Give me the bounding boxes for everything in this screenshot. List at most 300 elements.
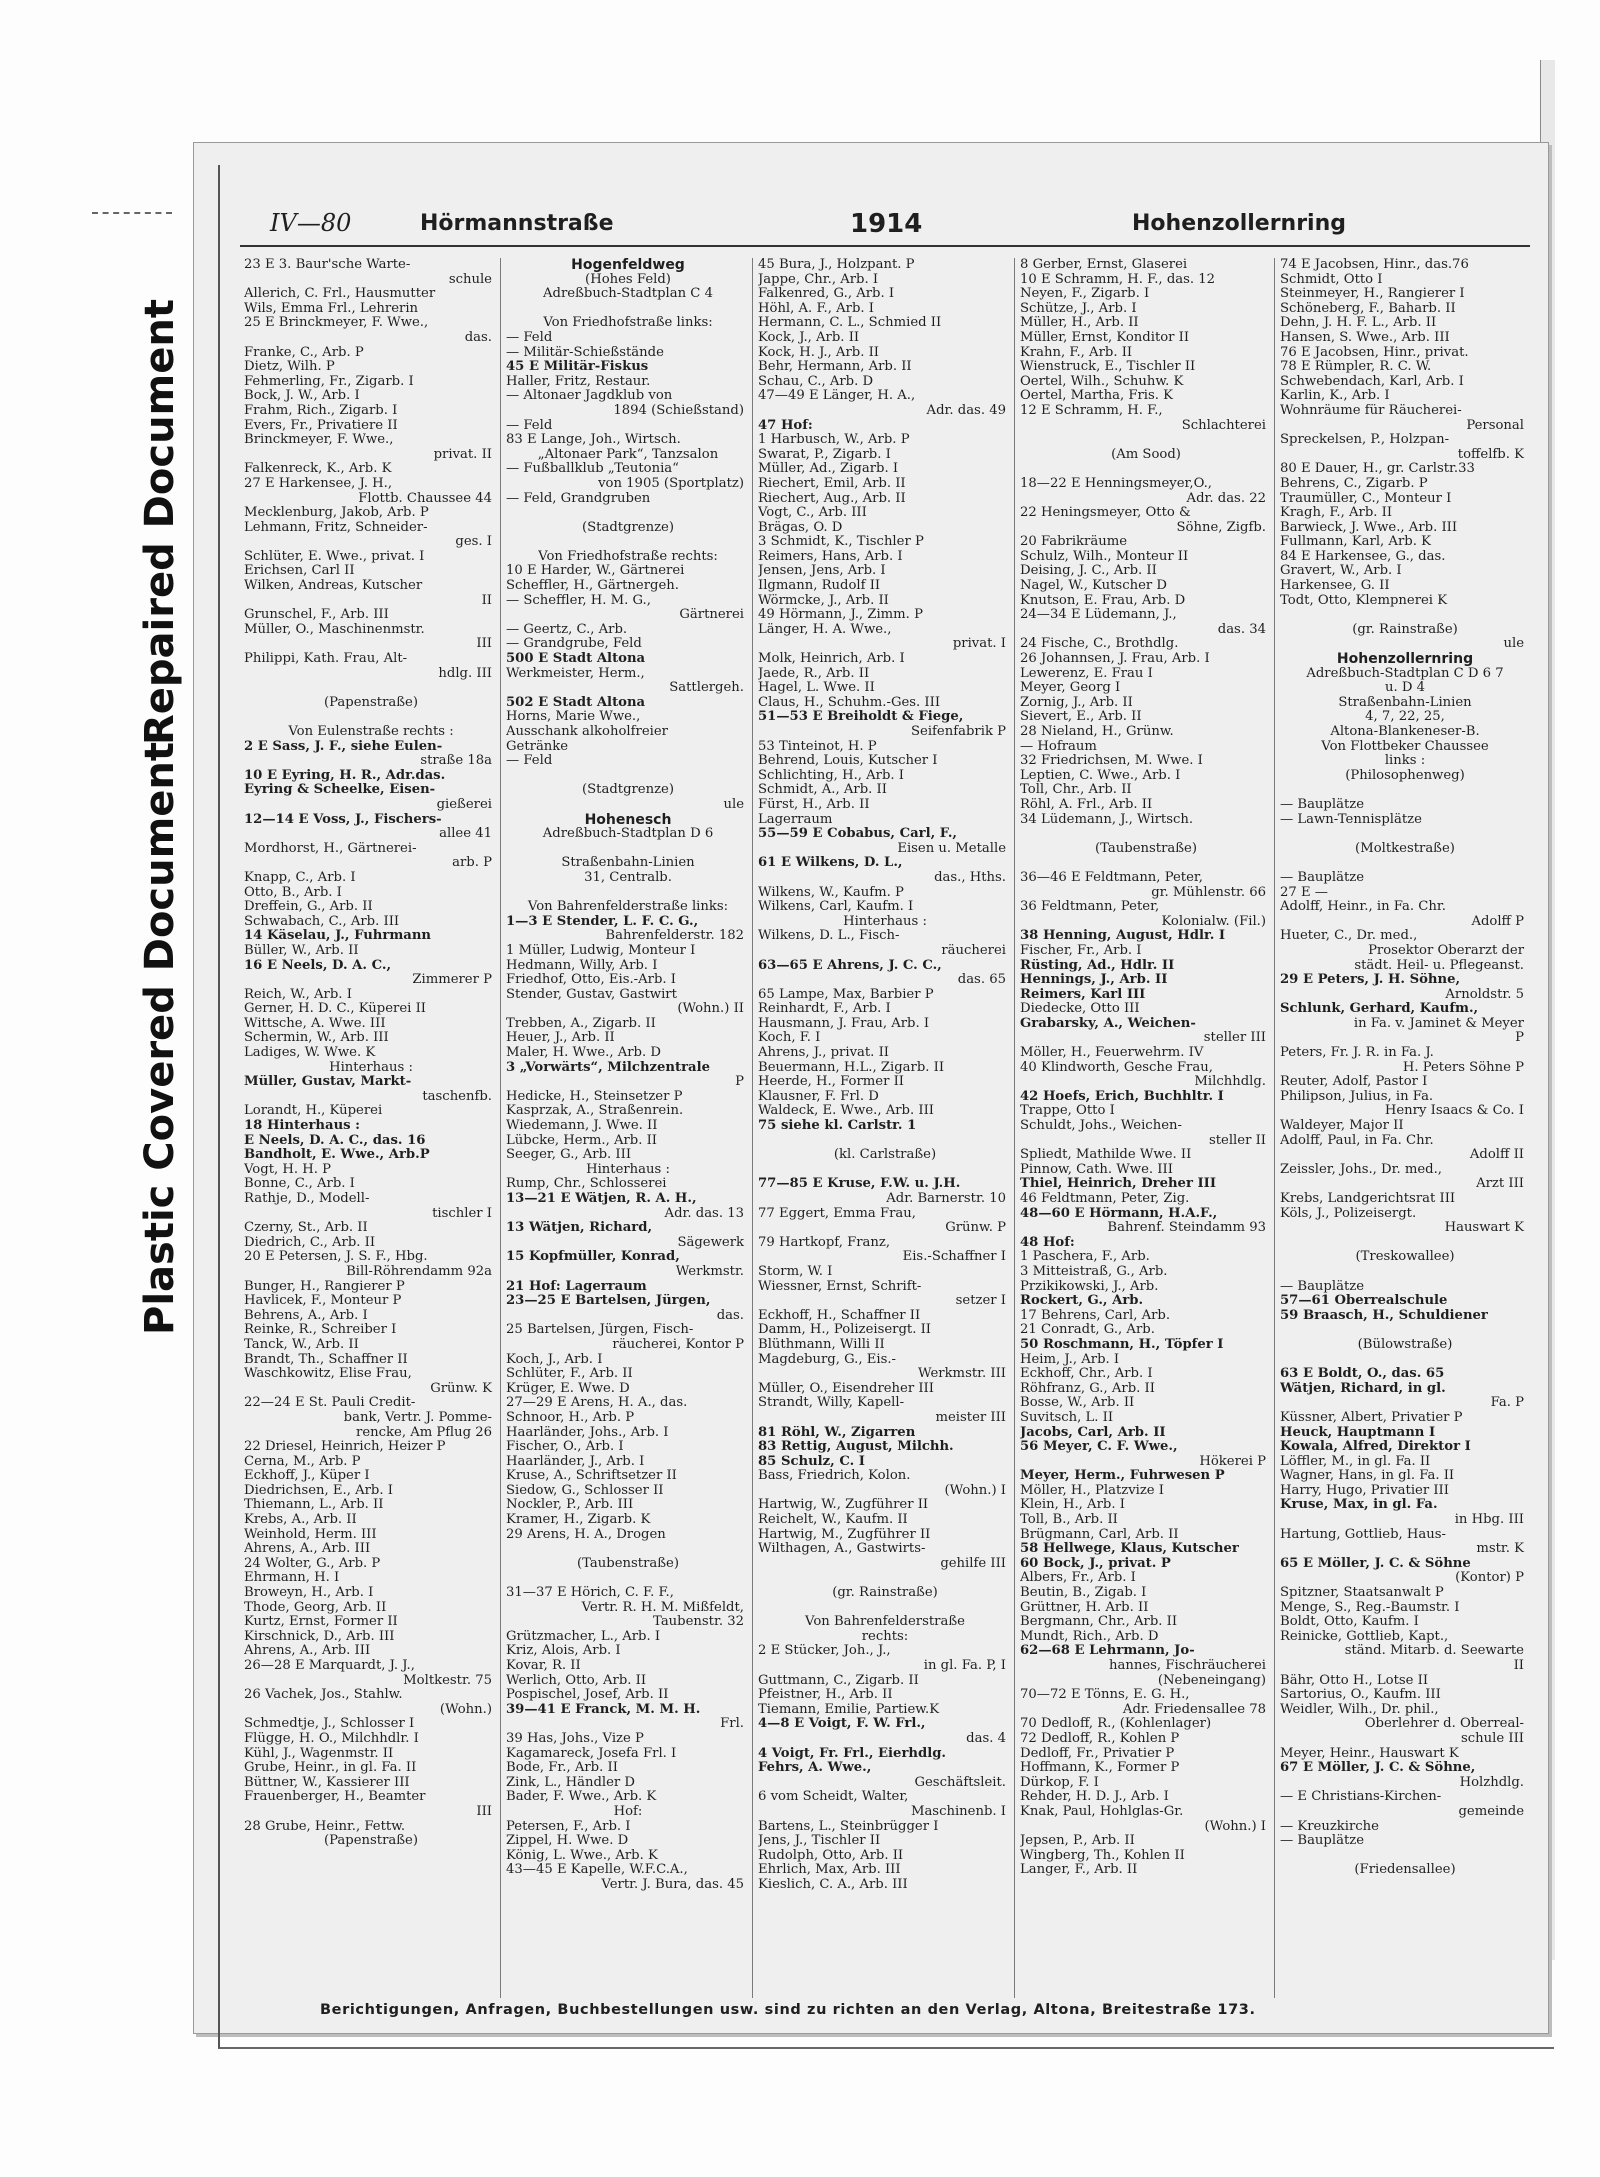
directory-entry: Stender, Gustav, Gastwirt (506, 987, 677, 1002)
directory-entry: Holzhdlg. (1459, 1775, 1524, 1790)
directory-entry: Swarat, P., Zigarb. I (758, 447, 891, 462)
directory-entry: Wörmcke, J., Arb. II (758, 593, 889, 608)
directory-entry: — E Christians-Kirchen- (1280, 1790, 1442, 1805)
directory-entry: Grabarsky, A., Weichen- (1020, 1016, 1196, 1031)
directory-entry: 77 Eggert, Emma Frau, (758, 1206, 916, 1221)
street-left-title: Hörmannstraße (420, 211, 614, 236)
column-2 (502, 258, 750, 1998)
directory-entry: 18 Hinterhaus : (244, 1119, 361, 1134)
directory-entry: Bergmann, Chr., Arb. II (1020, 1615, 1178, 1630)
directory-entry: in Hbg. III (1454, 1513, 1524, 1528)
directory-entry: Küssner, Albert, Privatier P (1280, 1410, 1463, 1425)
directory-entry: Ilgmann, Rudolf II (758, 579, 881, 594)
directory-entry: Oertel, Wilh., Schuhw. K (1020, 374, 1184, 389)
directory-entry: Ahrens, A., Arb. III (244, 1542, 371, 1557)
directory-entry: Zeissler, Johs., Dr. med., (1280, 1162, 1442, 1177)
directory-entry: Frauenberger, H., Beamter (244, 1790, 426, 1805)
directory-entry: 20 Fabrikräume (1020, 535, 1128, 550)
directory-entry: Eckhoff, J., Küper I (244, 1469, 370, 1484)
directory-entry: Riechert, Aug., Arb. II (758, 491, 906, 506)
directory-entry: 74 E Jacobsen, Hinr., das.76 (1280, 258, 1469, 272)
directory-entry: Heuer, J., Arb. II (506, 1031, 615, 1046)
directory-entry: Harkensee, G. II (1280, 579, 1390, 594)
directory-entry: Hinterhaus : (329, 1060, 413, 1075)
directory-entry: 23 E 3. Baur'sche Warte- (244, 258, 411, 272)
directory-entry: Magdeburg, G., Eis.- (758, 1352, 897, 1367)
directory-entry: 75 siehe kl. Carlstr. 1 (758, 1119, 917, 1134)
directory-entry: Dehn, J. H. F. L., Arb. II (1280, 316, 1437, 331)
directory-entry: Adr. das. 49 (926, 403, 1006, 418)
directory-entry: Höhl, A. F., Arb. I (758, 301, 874, 316)
directory-entry: Koch, J., Arb. I (506, 1352, 603, 1367)
directory-entry: Adr. das. 13 (664, 1206, 744, 1221)
directory-entry: räucherei (941, 943, 1006, 958)
directory-entry: Jaede, R., Arb. II (758, 666, 870, 681)
directory-entry: Meyer, Heinr., Hauswart K (1280, 1746, 1459, 1761)
page-header (270, 205, 1510, 243)
directory-entry: (Wohn.) (439, 1702, 492, 1717)
directory-entry: Wils, Emma Frl., Lehrerin (244, 301, 419, 316)
directory-entry: Von Flottbeker Chaussee (1321, 739, 1489, 754)
directory-entry: 46 Feldtmann, Peter, Zig. (1020, 1192, 1190, 1206)
directory-entry: — Feld, Grandgruben (506, 491, 651, 506)
directory-entry: Krahn, F., Arb. II (1020, 345, 1133, 360)
directory-entry: setzer I (955, 1294, 1006, 1309)
directory-entry: Thiel, Heinrich, Dreher III (1020, 1177, 1216, 1192)
directory-entry: Harry, Hugo, Privatier III (1280, 1483, 1449, 1498)
directory-entry: Knutson, E. Frau, Arb. D (1020, 593, 1186, 608)
directory-entry: Reinke, R., Schreiber I (244, 1323, 397, 1338)
directory-entry: Kieslich, C. A., Arb. III (758, 1877, 908, 1892)
directory-entry: Adr. Barnerstr. 10 (886, 1192, 1006, 1206)
directory-entry: 34 Lüdemann, J., Wirtsch. (1020, 812, 1194, 827)
directory-entry: 28 Grube, Heinr., Fettw. (244, 1819, 406, 1834)
directory-entry: Zippel, H. Wwe. D (506, 1834, 629, 1849)
directory-entry: Seeger, G., Arb. III (506, 1148, 632, 1163)
directory-entry: ständ. Mitarb. d. Seewarte (1344, 1644, 1524, 1659)
directory-entry: (Bülowstraße) (1357, 1337, 1453, 1352)
street-heading: Hohenesch (584, 812, 672, 828)
directory-entry: Peters, Fr. J. R. in Fa. J. (1280, 1046, 1434, 1061)
directory-entry: (Kontor) P (1455, 1571, 1524, 1586)
directory-entry: Beutin, B., Zigab. I (1020, 1586, 1147, 1601)
directory-entry: Hermann, C. L., Schmied II (758, 316, 942, 331)
directory-entry: Frahm, Rich., Zigarb. I (244, 403, 398, 418)
directory-entry: gemeinde (1458, 1804, 1524, 1819)
directory-entry: Kagamareck, Josefa Frl. I (506, 1746, 677, 1761)
directory-entry: Adr. das. 22 (1186, 491, 1266, 506)
directory-entry: 85 Schulz, C. I (758, 1454, 865, 1469)
directory-entry: Lehmann, Fritz, Schneider- (244, 520, 428, 535)
spacer (1280, 827, 1530, 842)
directory-entry: Heim, J., Arb. I (1020, 1352, 1120, 1367)
directory-entry: Meyer, Georg I (1020, 681, 1121, 696)
spacer (506, 769, 750, 784)
directory-entry: Reuter, Adolf, Pastor I (1280, 1075, 1428, 1090)
directory-entry: Eyring & Scheelke, Eisen- (244, 783, 436, 798)
directory-entry: Bähr, Otto H., Lotse II (1280, 1673, 1429, 1688)
directory-entry: 31—37 E Hörich, C. F. F., (506, 1586, 674, 1601)
directory-entry: Geschäftsleit. (914, 1775, 1006, 1790)
directory-entry: Klausner, F. Frl. D (758, 1089, 879, 1104)
directory-entry: Evers, Fr., Privatiere II (244, 418, 398, 433)
directory-entry: Fehmerling, Fr., Zigarb. I (244, 374, 414, 389)
directory-entry: 65 E Möller, J. C. & Söhne (1280, 1556, 1471, 1571)
directory-entry: Brägas, O. D (758, 520, 843, 535)
directory-entry: 38 Henning, August, Hdlr. I (1020, 929, 1226, 944)
spacer (758, 1163, 1012, 1178)
directory-entry: 500 E Stadt Altona (506, 652, 646, 667)
column-divider (1274, 258, 1275, 1998)
directory-entry: (Papenstraße) (323, 1834, 419, 1849)
directory-entry: (Nebeneingang) (1157, 1673, 1266, 1688)
directory-entry: Rüsting, Ad., Hdlr. II (1020, 958, 1175, 973)
directory-entry: Czerny, St., Arb. II (244, 1221, 368, 1236)
directory-entry: Bandholt, E. Wwe., Arb.P (244, 1148, 430, 1163)
directory-entry: 78 E Rümpler, R. C. W. (1280, 360, 1432, 375)
directory-entry: Mundt, Rich., Arb. D (1020, 1629, 1159, 1644)
directory-entry: 83 E Lange, Joh., Wirtsch. (506, 433, 681, 448)
directory-entry: — Feld (506, 330, 553, 345)
directory-entry: Hökerei P (1199, 1454, 1266, 1469)
directory-entry: Behr, Hermann, Arb. II (758, 360, 912, 375)
directory-entry: Hinterhaus : (843, 914, 927, 929)
directory-entry: meister III (935, 1410, 1006, 1425)
directory-entry: Gerner, H. D. C., Küperei II (244, 1002, 426, 1017)
directory-entry: Schmidt, A., Arb. II (758, 783, 887, 798)
directory-entry: 10 E Schramm, H. F., das. 12 (1020, 272, 1216, 287)
directory-entry: Ehrmann, H. I (244, 1571, 340, 1586)
directory-entry: E Neels, D. A. C., das. 16 (244, 1133, 426, 1148)
directory-entry: 83 Rettig, August, Milchh. (758, 1440, 954, 1455)
directory-entry: Reimers, Karl III (1020, 987, 1146, 1002)
directory-entry: Reinhardt, F., Arb. I (758, 1002, 891, 1017)
directory-entry: Brinckmeyer, F. Wwe., (244, 433, 394, 448)
directory-entry: Leptien, C. Wwe., Arb. I (1020, 768, 1181, 783)
directory-entry: Hansen, S. Wwe., Arb. III (1280, 330, 1450, 345)
directory-entry: Lagerraum (758, 812, 833, 827)
directory-entry: Karlin, K., Arb. I (1280, 389, 1390, 404)
directory-entry: Büller, W., Arb. II (244, 943, 359, 958)
directory-entry: Koch, F. I (758, 1031, 821, 1046)
directory-entry: Adreßbuch-Stadtplan C D 6 7 (1306, 666, 1504, 681)
directory-entry: Büttner, W., Kassierer III (244, 1775, 410, 1790)
directory-entry: 1 Harbusch, W., Arb. P (758, 433, 910, 448)
directory-entry: Mecklenburg, Jakob, Arb. P (244, 506, 429, 521)
page-number: IV—80 (270, 209, 352, 237)
directory-entry: Kühl, J., Wagenmstr. II (244, 1746, 394, 1761)
directory-entry: Adreßbuch-Stadtplan D 6 (542, 827, 714, 842)
directory-entry: Dietz, Wilh. P (244, 360, 335, 375)
directory-entry: Prosektor Oberarzt der (1368, 943, 1524, 958)
directory-entry: (Treskowallee) (1355, 1250, 1455, 1265)
directory-entry: 2 E Stücker, Joh., J., (758, 1644, 891, 1659)
directory-entry: Krüger, E. Wwe. D (506, 1381, 630, 1396)
directory-entry: Bass, Friedrich, Kolon. (758, 1469, 911, 1484)
directory-entry: Werkmstr. III (917, 1367, 1006, 1382)
directory-entry: Reich, W., Arb. I (244, 987, 352, 1002)
directory-entry: Werkmeister, Herm., (506, 666, 645, 681)
directory-entry: Weidler, Wilh., Dr. phil., (1280, 1702, 1439, 1717)
directory-entry: 22 Driesel, Heinrich, Heizer P (244, 1440, 446, 1455)
directory-entry: Kovar, R. II (506, 1659, 581, 1673)
directory-entry: — Militär-Schießstände (506, 345, 664, 360)
directory-entry: Philippi, Kath. Frau, Alt- (244, 652, 408, 667)
directory-entry: — Hofraum (1020, 739, 1097, 754)
directory-entry: — Bauplätze (1280, 1834, 1364, 1849)
spacer (1280, 608, 1530, 623)
directory-entry: Mordhorst, H., Gärtnerei- (244, 841, 417, 856)
directory-entry: Claus, H., Schuhm.-Ges. III (758, 695, 941, 710)
directory-entry: Traumüller, C., Monteur I (1280, 491, 1452, 506)
directory-entry: Schuldt, Johs., Weichen- (1020, 1119, 1182, 1134)
directory-entry: Von Friedhofstraße rechts: (538, 549, 718, 564)
directory-entry: Schulz, Wilh., Monteur II (1020, 549, 1189, 564)
directory-entry: Taubenstr. 32 (653, 1615, 744, 1630)
directory-entry: 77—85 E Kruse, F.W. u. J.H. (758, 1177, 961, 1192)
directory-entry: Weinhold, Herm. III (244, 1527, 377, 1542)
directory-entry: steller II (1208, 1133, 1266, 1148)
directory-entry: 24—34 E Lüdemann, J., (1020, 608, 1177, 623)
directory-entry: (Moltkestraße) (1355, 841, 1455, 856)
directory-entry: Hartwig, M., Zugführer II (758, 1527, 931, 1542)
directory-entry: Spitzner, Staatsanwalt P (1280, 1586, 1444, 1601)
directory-entry: (Taubenstraße) (576, 1556, 679, 1571)
street-right-title: Hohenzollernring (1132, 211, 1347, 236)
directory-entry: Klein, H., Arb. I (1020, 1498, 1125, 1513)
directory-entry: das., Hths. (934, 870, 1006, 885)
directory-entry: Adreßbuch-Stadtplan C 4 (543, 287, 713, 302)
directory-entry: 12 E Schramm, H. F., (1020, 403, 1163, 418)
spacer (506, 506, 750, 521)
directory-entry: Röhl, A. Frl., Arb. II (1020, 797, 1153, 812)
directory-entry: Söhne, Zigfb. (1176, 520, 1266, 535)
directory-entry: Krebs, Landgerichtsrat III (1280, 1192, 1456, 1206)
directory-entry: Diedrich, C., Arb. II (244, 1235, 376, 1250)
directory-entry: Gravert, W., Arb. I (1280, 564, 1402, 579)
directory-entry: Bunger, H., Rangierer P (244, 1279, 405, 1294)
directory-entry: 23—25 E Bartelsen, Jürgen, (506, 1294, 711, 1309)
directory-entry: Jensen, Jens, Arb. I (758, 564, 886, 579)
directory-entry: Behrens, C., Zigarb. P (1280, 476, 1428, 491)
directory-entry: Fischer, O., Arb. I (506, 1440, 624, 1455)
directory-entry: Grützmacher, L., Arb. I (506, 1629, 661, 1644)
directory-entry: 13 Wätjen, Richard, (506, 1221, 653, 1236)
directory-entry: Schnoor, H., Arb. P (506, 1410, 635, 1425)
directory-entry: Sartorius, O., Kaufm. III (1280, 1688, 1441, 1703)
directory-entry: 36—46 E Feldtmann, Peter, (1020, 870, 1203, 885)
directory-entry: Schütze, J., Arb. I (1020, 301, 1137, 316)
directory-entry: Ahrens, J., privat. II (758, 1046, 889, 1061)
directory-entry: Schlüter, E. Wwe., privat. I (244, 549, 425, 564)
directory-entry: 27 E — (1280, 885, 1328, 900)
directory-entry: Behrend, Louis, Kutscher I (758, 754, 938, 769)
directory-entry: Reinicke, Gottlieb, Kapt., (1280, 1629, 1449, 1644)
directory-entry: (gr. Rainstraße) (832, 1586, 938, 1601)
directory-entry: Toll, Chr., Arb. II (1020, 783, 1132, 798)
directory-entry: Schmidt, Otto I (1280, 272, 1383, 287)
directory-entry: Beuermann, H.L., Zigarb. II (758, 1060, 945, 1075)
directory-entry: Hinterhaus : (586, 1162, 670, 1177)
directory-entry: Personal (1466, 418, 1524, 433)
directory-entry: Bill-Röhrendamm 92a (346, 1264, 492, 1279)
directory-entry: Straßenbahn-Linien (561, 856, 695, 871)
directory-entry: Haarländer, J., Arb. I (506, 1454, 645, 1469)
directory-entry: Wittsche, A. Wwe. III (244, 1016, 386, 1031)
directory-entry: — Scheffler, H. M. G., (506, 593, 651, 608)
directory-entry: Schlichting, H., Arb. I (758, 768, 905, 783)
directory-entry: — Feld (506, 754, 553, 769)
spacer (1020, 433, 1272, 448)
directory-entry: Haller, Fritz, Restaur. (506, 374, 651, 389)
directory-entry: 51—53 E Breiholdt & Fiege, (758, 710, 964, 725)
spacer (506, 1571, 750, 1586)
publisher-footer: Berichtigungen, Anfragen, Buchbestellungen usw. sind zu richten an den Verlag, Altona, Breitestraße 173. (320, 2002, 1256, 2018)
directory-entry: Nagel, W., Kutscher D (1020, 579, 1167, 594)
directory-entry: Reichelt, W., Kaufm. II (758, 1513, 908, 1528)
directory-entry: Przikikowski, J., Arb. (1020, 1279, 1159, 1294)
spacer (1280, 856, 1530, 871)
spacer (1280, 1323, 1530, 1338)
column-1 (240, 258, 498, 1998)
directory-entry: Petersen, F., Arb. I (506, 1819, 631, 1834)
directory-entry: Kirschnick, D., Arb. III (244, 1629, 395, 1644)
directory-entry: 8 Gerber, Ernst, Glaserei (1020, 258, 1188, 272)
directory-entry: 3 Schmidt, K., Tischler P (758, 535, 924, 550)
directory-entry: 26 Johannsen, J. Frau, Arb. I (1020, 652, 1210, 667)
directory-entry: 16 E Neels, D. A. C., (244, 958, 392, 973)
directory-entry: — Kreuzkirche (1280, 1819, 1379, 1834)
directory-entry: 1894 (Schießstand) (613, 403, 744, 418)
directory-entry: Flügge, H. O., Milchhdlr. I (244, 1731, 419, 1746)
directory-entry: Waschkowitz, Elise Frau, (244, 1367, 412, 1382)
directory-entry: Wätjen, Richard, in gl. (1280, 1381, 1446, 1396)
directory-entry: Trebben, A., Zigarb. II (506, 1016, 656, 1031)
directory-entry: Haarländer, Johs., Arb. I (506, 1425, 669, 1440)
directory-entry: 14 Käselau, J., Fuhrmann (244, 929, 432, 944)
directory-entry: 53 Tinteinot, H. P (758, 739, 877, 754)
directory-entry: Von Bahrenfelderstraße (805, 1615, 965, 1630)
directory-entry: 1 Paschera, F., Arb. (1020, 1250, 1150, 1265)
directory-entry: Waldeyer, Major II (1280, 1119, 1404, 1134)
directory-entry: Köls, J., Polizeisergt. (1280, 1206, 1417, 1221)
directory-entry: 6 vom Scheidt, Walter, (758, 1790, 909, 1805)
directory-entry: privat. I (952, 637, 1006, 652)
directory-entry: Bode, Fr., Arb. II (506, 1761, 618, 1776)
directory-entry: Otto, B., Arb. I (244, 885, 342, 900)
directory-entry: Spreckelsen, P., Holzpan- (1280, 433, 1450, 448)
directory-entry: 48 Hof: (1020, 1235, 1075, 1250)
directory-entry: 24 Wolter, G., Arb. P (244, 1556, 381, 1571)
directory-entry: Falkenreck, K., Arb. K (244, 462, 392, 477)
directory-entry: hannes, Fischräucherei (1109, 1659, 1266, 1673)
directory-entry: Vogt, H. H. P (244, 1162, 332, 1177)
plastic-covered-document-label (137, 1335, 197, 1381)
directory-entry: 70 Dedloff, R., (Kohlenlager) (1020, 1717, 1212, 1732)
directory-entry: Blüthmann, Willi II (758, 1337, 885, 1352)
directory-entry: Spliedt, Mathilde Wwe. II (1020, 1148, 1192, 1163)
directory-entry: Kock, H. J., Arb. II (758, 345, 879, 360)
directory-entry: Pfeistner, H., Arb. II (758, 1688, 893, 1703)
directory-entry: Brandt, Th., Schaffner II (244, 1352, 408, 1367)
directory-entry: links : (1384, 754, 1426, 769)
directory-entry: Falkenred, G., Arb. I (758, 287, 895, 302)
directory-entry: Werkmstr. (675, 1264, 744, 1279)
directory-entry: bank, Vertr. J. Pomme- (343, 1410, 492, 1425)
directory-entry: Schlunk, Gerhard, Kaufm., (1280, 1002, 1479, 1017)
directory-entry: Schlüter, F., Arb. II (506, 1367, 633, 1382)
directory-entry: ule (723, 797, 744, 812)
directory-entry: 502 E Stadt Altona (506, 695, 646, 710)
directory-entry: Bartens, L., Steinbrügger I (758, 1819, 939, 1834)
directory-entry: Sievert, E., Arb. II (1020, 710, 1142, 725)
directory-entry: Kragh, F., Arb. II (1280, 506, 1393, 521)
directory-entry: 80 E Dauer, H., gr. Carlstr.33 (1280, 462, 1475, 477)
directory-entry: Molk, Heinrich, Arb. I (758, 652, 905, 667)
directory-entry: Grüttner, H. Arb. II (1020, 1600, 1149, 1615)
directory-entry: 26—28 E Marquardt, J. J., (244, 1659, 415, 1673)
directory-entry: Kock, J., Arb. II (758, 330, 860, 345)
directory-entry: 47 Hof: (758, 418, 813, 433)
spacer (506, 886, 750, 901)
street-heading: Hohenzollernring (1336, 652, 1474, 667)
directory-entry: 1 Müller, Ludwig, Monteur I (506, 943, 696, 958)
directory-entry: Getränke (506, 739, 569, 754)
directory-entry: Sägewerk (677, 1235, 744, 1250)
directory-entry: Moltkestr. 75 (403, 1673, 492, 1688)
directory-entry: Strandt, Willy, Kapell- (758, 1396, 905, 1411)
directory-entry: Eckhoff, H., Schaffner II (758, 1308, 921, 1323)
directory-entry: Lewerenz, E. Frau I (1020, 666, 1153, 681)
directory-entry: Deising, J. C., Arb. II (1020, 564, 1157, 579)
directory-entry: Eis.-Schaffner I (902, 1250, 1006, 1265)
directory-entry: 10 E Harder, W., Gärtnerei (506, 564, 685, 579)
directory-entry: Maler, H. Wwe., Arb. D (506, 1046, 661, 1061)
directory-entry: Behrens, A., Arb. I (244, 1308, 368, 1323)
directory-entry: Schau, C., Arb. D (758, 374, 874, 389)
directory-entry: Gärtnerei (679, 608, 744, 623)
directory-entry: Milchhdlg. (1194, 1075, 1266, 1090)
directory-entry: Schlachterei (1181, 418, 1266, 433)
directory-entry: (gr. Rainstraße) (1352, 622, 1458, 637)
directory-entry: Philipson, Julius, in Fa. (1280, 1089, 1434, 1104)
directory-entry: III (476, 637, 492, 652)
directory-entry: Müller, O., Maschinenmstr. (244, 622, 425, 637)
directory-entry: Cerna, M., Arb. P (244, 1454, 361, 1469)
directory-entry: 57—61 Oberrealschule (1280, 1294, 1448, 1309)
directory-entry: Meyer, Herm., Fuhrwesen P (1020, 1469, 1225, 1484)
spacer (244, 681, 498, 696)
directory-entry: Siedow, G., Schlosser II (506, 1483, 664, 1498)
directory-entry: Henry Isaacs & Co. I (1384, 1104, 1524, 1119)
directory-entry: Tiemann, Emilie, Partiew.K (758, 1702, 940, 1717)
directory-entry: 15 Kopfmüller, Konrad, (506, 1250, 680, 1265)
directory-entry: Horns, Marie Wwe., (506, 710, 641, 725)
directory-entry: Straßenbahn-Linien (1338, 695, 1472, 710)
header-rule (240, 245, 1530, 247)
directory-entry: — Altonaer Jagdklub von (506, 389, 673, 404)
directory-entry: gehilfe III (940, 1556, 1006, 1571)
directory-entry: 22 Heningsmeyer, Otto & (1020, 506, 1191, 521)
directory-entry: 28 Nieland, H., Grünw. (1020, 725, 1174, 739)
directory-entry: Adr. Friedensallee 78 (1122, 1702, 1266, 1717)
directory-entry: Möller, H., Platzvize I (1020, 1483, 1165, 1498)
directory-entry: 17 Behrens, Carl, Arb. (1020, 1308, 1171, 1323)
directory-entry: 22—24 E St. Pauli Credit- (244, 1396, 416, 1411)
spacer (506, 535, 750, 550)
directory-entry: Jens, J., Tischler II (758, 1834, 881, 1849)
directory-entry: schule (448, 272, 492, 287)
